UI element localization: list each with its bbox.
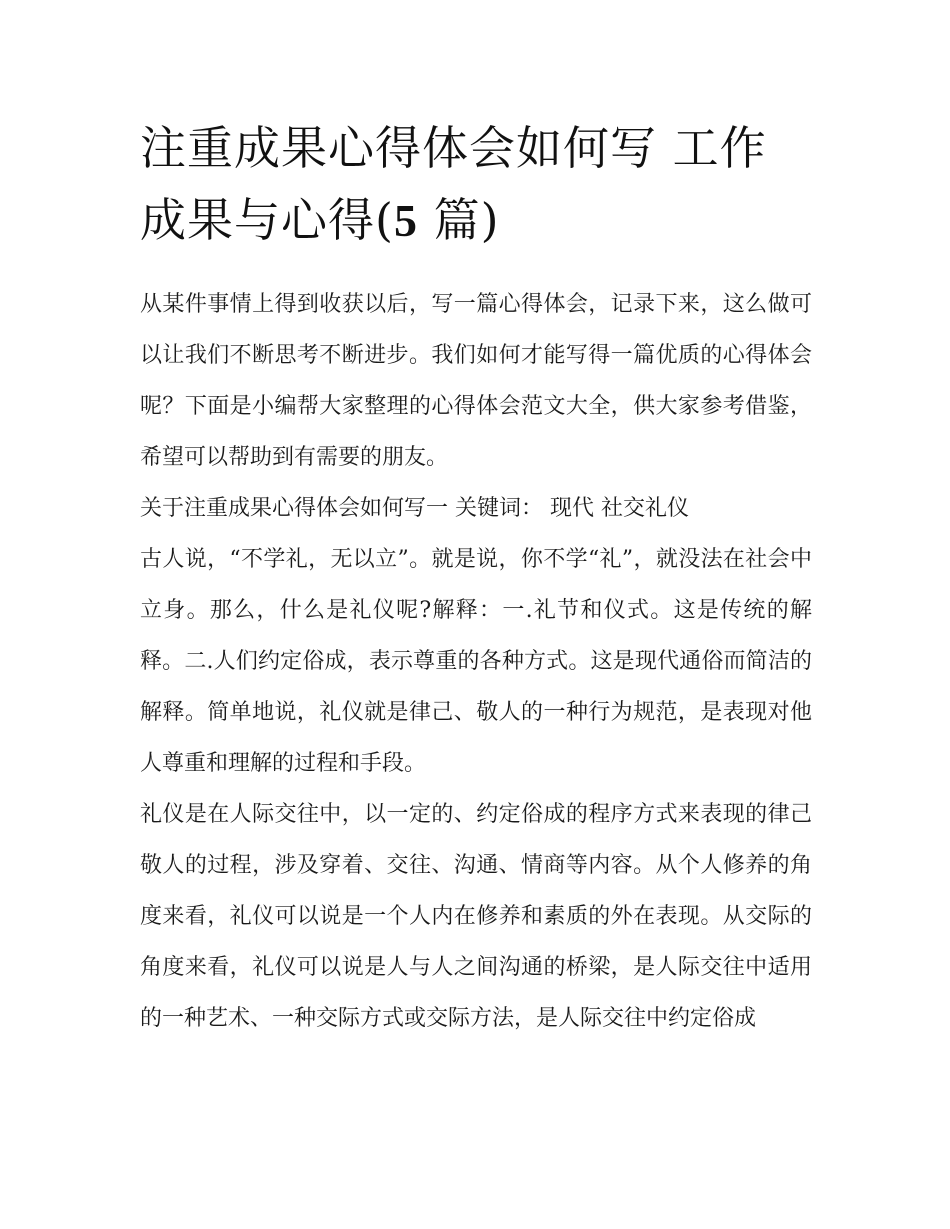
body-paragraph-2: 礼仪是在人际交往中，以一定的、约定俗成的程序方式来表现的律己敬人的过程，涉及穿着、交往、沟通、情商等内容。从个人修养的角度来看，礼仪可以说是一个人内在修养和素质的外在表现。从交际的角度来看，礼仪可以说是人与人之间沟通的桥梁，是人际交往中适用的一种艺术、一种交际方式或交际方法，是人际交往中约定俗成	[140, 802, 812, 1031]
document-title	[140, 112, 812, 257]
title-text-part1: 注重成果心得体会如何写 工作成果与心得(	[140, 121, 767, 247]
intro-paragraph: 从某件事情上得到收获以后，写一篇心得体会，记录下来，这么做可以让我们不断思考不断进步。我们如何才能写得一篇优质的心得体会呢？下面是小编帮大家整理的心得体会范文大全，供大家参考借鉴，希望可以帮助到有需要的朋友。	[140, 292, 812, 470]
body-paragraph-1: 古人说，“不学礼，无以立”。就是说，你不学“礼”，就没法在社会中立身。那么，什么是礼仪呢?解释：一.礼节和仪式。这是传统的解释。二.人们约定俗成，表示尊重的各种方式。这是现代通俗而简洁的解释。简单地说，礼仪就是律己、敬人的一种行为规范，是表现对他人尊重和理解的过程和手段。	[140, 547, 812, 776]
title-text-part2: 篇)	[417, 193, 500, 247]
section-heading: 关于注重成果心得体会如何写一 关键词： 现代 社交礼仪	[140, 496, 689, 521]
document-page	[140, 112, 812, 1044]
title-number: 5	[393, 195, 418, 246]
